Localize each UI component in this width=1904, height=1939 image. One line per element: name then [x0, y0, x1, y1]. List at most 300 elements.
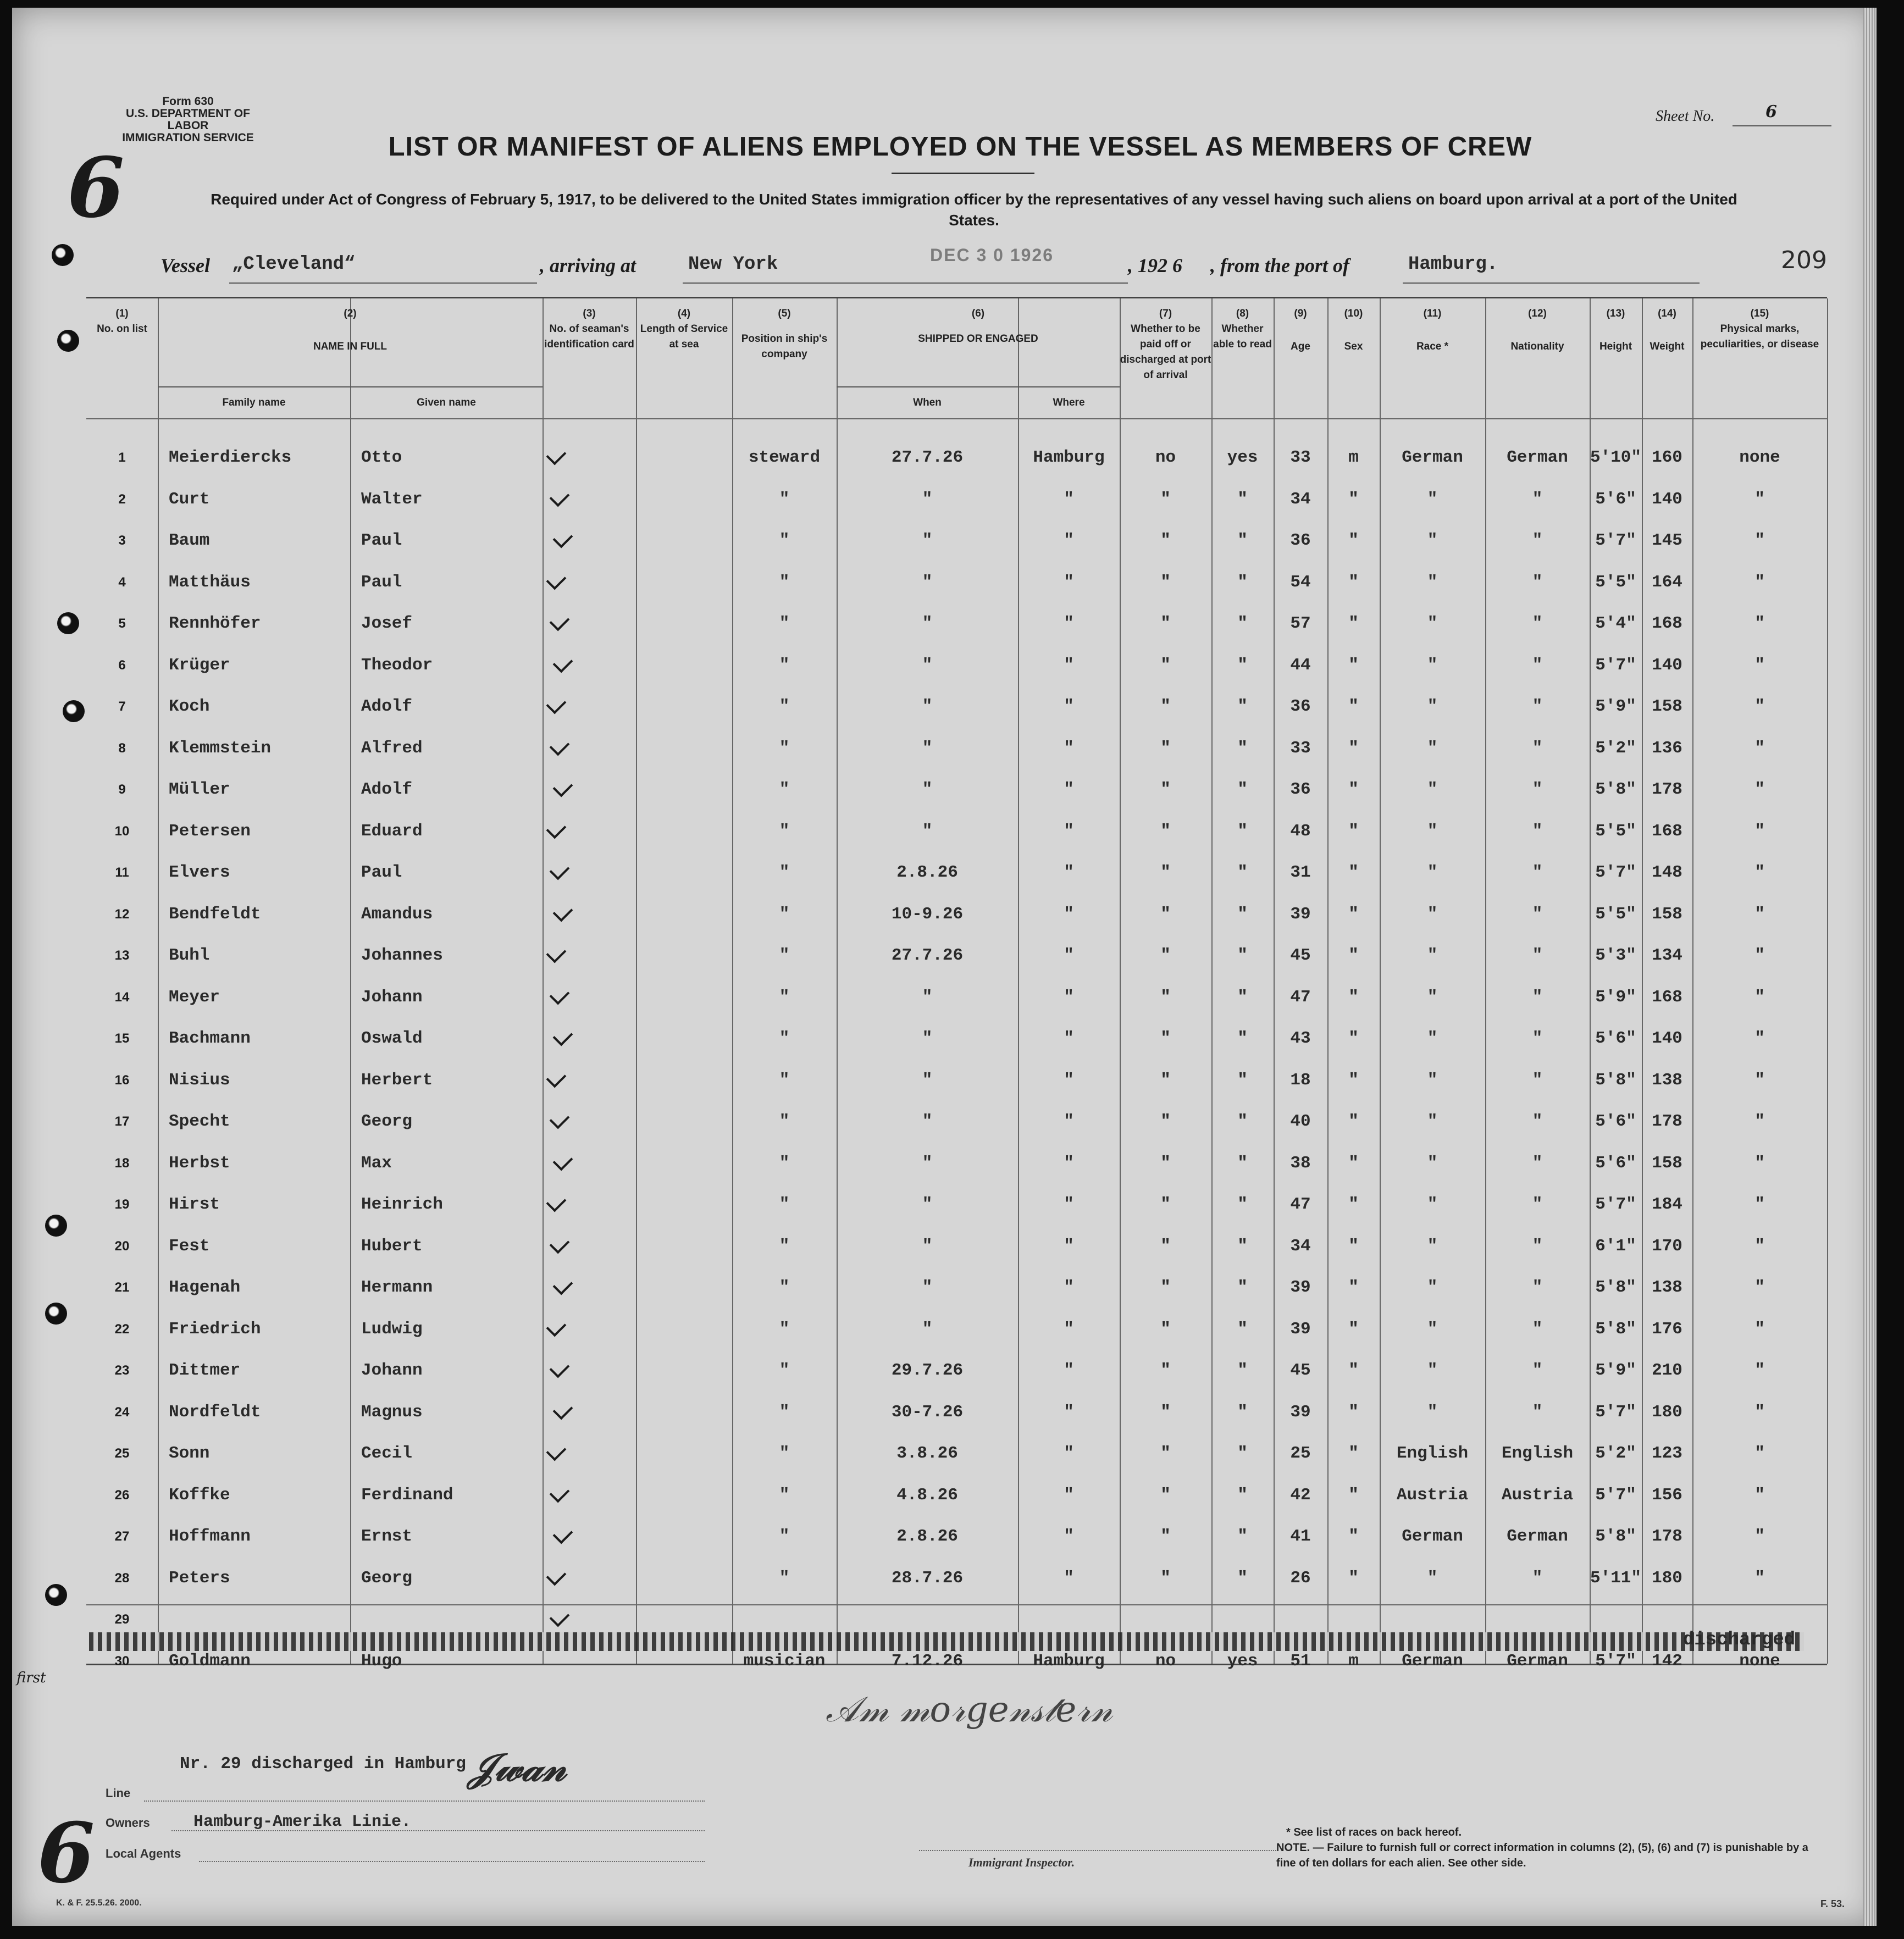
paid-off-cell: " — [1160, 1236, 1171, 1256]
handwritten-page-number-bottom: 6 — [37, 1805, 95, 1902]
handwritten-code: 209 — [1781, 246, 1827, 274]
row-number-cell: 7 — [118, 699, 126, 714]
shipped-where-cell: " — [1064, 1236, 1074, 1256]
physical-marks-cell: " — [1754, 1485, 1765, 1505]
table-row — [86, 1516, 1827, 1558]
sex-cell: " — [1348, 738, 1359, 758]
shipped-when-cell: " — [922, 1070, 933, 1090]
position-cell: " — [779, 1153, 790, 1173]
row-number-cell: 8 — [118, 740, 126, 756]
able-to-read-cell: " — [1237, 1236, 1248, 1256]
physical-marks-cell: " — [1754, 738, 1765, 758]
table-row — [86, 811, 1827, 852]
check-mark-icon — [550, 486, 570, 507]
height-cell: 5'10" — [1590, 448, 1641, 467]
height-cell: 5'7" — [1595, 1485, 1636, 1505]
shipped-when-cell: " — [922, 1153, 933, 1173]
shipped-when-cell: " — [922, 1112, 933, 1131]
family-name-cell: Nordfeldt — [169, 1402, 261, 1422]
nationality-cell: " — [1532, 1319, 1543, 1339]
able-to-read-cell: " — [1237, 780, 1248, 799]
physical-marks-cell: " — [1754, 987, 1765, 1007]
race-cell: " — [1427, 1236, 1438, 1256]
family-name-cell: Müller — [169, 780, 230, 799]
check-mark-icon — [546, 1067, 567, 1088]
weight-cell: 158 — [1652, 1153, 1682, 1173]
position-cell: " — [779, 1361, 790, 1380]
nationality-cell: German — [1507, 448, 1568, 467]
shipped-where-cell: " — [1064, 904, 1074, 924]
from-port-underline — [1403, 282, 1700, 284]
able-to-read-cell: " — [1237, 1402, 1248, 1422]
check-mark-icon — [553, 1026, 573, 1046]
physical-marks-cell: " — [1754, 655, 1765, 675]
family-name-cell: Petersen — [169, 821, 251, 841]
given-name-cell: Ferdinand — [361, 1485, 453, 1505]
row-number-cell: 25 — [114, 1446, 130, 1461]
col-header-name: (2) NAME IN FULL — [313, 308, 388, 352]
line-label: Line — [106, 1786, 131, 1800]
vessel-label: Vessel — [160, 254, 210, 276]
shipped-when-cell: " — [922, 1236, 933, 1256]
height-cell: 5'7" — [1595, 1651, 1636, 1671]
weight-cell: 180 — [1652, 1402, 1682, 1422]
position-cell: " — [779, 1402, 790, 1422]
nationality-cell: " — [1532, 531, 1543, 550]
able-to-read-cell: " — [1237, 1485, 1248, 1505]
family-name-cell: Bendfeldt — [169, 904, 261, 924]
race-cell: " — [1427, 1361, 1438, 1380]
position-cell: " — [779, 1444, 790, 1463]
row-number-cell: 10 — [114, 823, 130, 839]
shipped-where-cell: " — [1064, 655, 1074, 675]
manifest-sheet — [12, 8, 1877, 1926]
given-name-cell: Paul — [361, 863, 402, 882]
discharge-note: Nr. 29 discharged in Hamburg — [180, 1754, 466, 1774]
race-cell: " — [1427, 738, 1438, 758]
given-name-cell: Johann — [361, 987, 423, 1007]
paid-off-cell: " — [1160, 655, 1171, 675]
family-name-cell: Nisius — [169, 1070, 230, 1090]
height-cell: 5'5" — [1595, 572, 1636, 592]
sex-cell: " — [1348, 1568, 1359, 1588]
position-cell: " — [779, 614, 790, 633]
check-mark-icon — [546, 1316, 567, 1337]
weight-cell: 178 — [1652, 1112, 1682, 1131]
position-cell: " — [779, 987, 790, 1007]
physical-marks-cell: " — [1754, 1029, 1765, 1048]
physical-marks-cell: " — [1754, 904, 1765, 924]
height-cell: 5'5" — [1595, 904, 1636, 924]
weight-cell: 140 — [1652, 655, 1682, 675]
col-header-height: (13) Height — [1599, 308, 1632, 352]
weight-cell: 164 — [1652, 572, 1682, 592]
owners-label: Owners — [106, 1816, 150, 1830]
weight-cell: 138 — [1652, 1278, 1682, 1297]
nationality-cell: " — [1532, 1070, 1543, 1090]
physical-marks-cell: " — [1754, 614, 1765, 633]
family-name-cell: Meyer — [169, 987, 220, 1007]
paid-off-cell: " — [1160, 1153, 1171, 1173]
paid-off-cell: " — [1160, 572, 1171, 592]
table-row — [86, 977, 1827, 1018]
family-name-cell: Hagenah — [169, 1278, 241, 1297]
sex-cell: " — [1348, 655, 1359, 675]
penalty-note: NOTE. — Failure to furnish full or correct information in columns (2), (5), (6) and (7) is punishable by a fine of ten dollars for each alien. See other side. — [1276, 1842, 1808, 1869]
row-number-cell: 27 — [114, 1529, 130, 1544]
check-mark-icon — [550, 860, 570, 880]
table-row — [86, 1433, 1827, 1475]
col-header-id-card: (3) No. of seaman's identification card — [544, 308, 634, 350]
given-name-cell: Paul — [361, 572, 402, 592]
race-cell: " — [1427, 1112, 1438, 1131]
header-bottom-rule — [86, 418, 1827, 419]
table-row — [86, 1226, 1827, 1267]
sex-cell: " — [1348, 1485, 1359, 1505]
paid-off-cell: " — [1160, 1070, 1171, 1090]
height-cell: 5'6" — [1595, 1029, 1636, 1048]
nationality-cell: German — [1507, 1527, 1568, 1546]
table-row — [86, 894, 1827, 935]
table-row — [86, 1101, 1827, 1143]
paid-off-cell: " — [1160, 780, 1171, 799]
shipped-where-cell: " — [1064, 821, 1074, 841]
shipped-where-cell: " — [1064, 1112, 1074, 1131]
nationality-cell: " — [1532, 1361, 1543, 1380]
col-header-age: (9) Age — [1291, 308, 1310, 352]
height-cell: 5'9" — [1595, 697, 1636, 716]
row-number-cell: 29 — [114, 1612, 130, 1627]
sex-cell: " — [1348, 572, 1359, 592]
table-row — [86, 562, 1827, 603]
sex-cell: " — [1348, 1444, 1359, 1463]
shipped-where-cell: Hamburg — [1033, 448, 1105, 467]
row-number-cell: 17 — [114, 1114, 130, 1129]
shipped-where-cell: " — [1064, 1195, 1074, 1214]
race-cell: " — [1427, 987, 1438, 1007]
height-cell: 5'8" — [1595, 1527, 1636, 1546]
family-name-cell: Friedrich — [169, 1319, 261, 1339]
col-divider — [1827, 298, 1828, 1664]
name-subheader-rule — [158, 386, 543, 387]
table-row — [86, 1267, 1827, 1309]
paid-off-cell: " — [1160, 987, 1171, 1007]
physical-marks-cell: " — [1754, 1568, 1765, 1588]
table-row — [86, 935, 1827, 977]
check-mark-icon — [553, 528, 573, 549]
family-name-cell: Rennhöfer — [169, 614, 261, 633]
row-number-cell: 18 — [114, 1155, 130, 1171]
shipped-where-cell: " — [1064, 1568, 1074, 1588]
nationality-cell: " — [1532, 821, 1543, 841]
check-mark-icon — [546, 943, 567, 963]
table-row — [86, 1350, 1827, 1392]
col-header-family-name: Family name — [222, 397, 286, 408]
sex-cell: " — [1348, 531, 1359, 550]
weight-cell: 145 — [1652, 531, 1682, 550]
table-row — [86, 852, 1827, 894]
able-to-read-cell: " — [1237, 572, 1248, 592]
age-cell: 48 — [1290, 821, 1311, 841]
check-mark-icon — [546, 1441, 567, 1461]
shipped-where-cell: " — [1064, 987, 1074, 1007]
height-cell: 5'2" — [1595, 738, 1636, 758]
able-to-read-cell: " — [1237, 1112, 1248, 1131]
form-identifier — [106, 96, 270, 144]
family-name-cell: Peters — [169, 1568, 230, 1588]
row-number-cell: 19 — [114, 1197, 130, 1212]
weight-cell: 168 — [1652, 821, 1682, 841]
col-header-where: Where — [1053, 397, 1085, 408]
height-cell: 5'11" — [1590, 1568, 1641, 1588]
punch-hole — [52, 244, 74, 266]
shipped-when-cell: " — [922, 821, 933, 841]
nationality-cell: " — [1532, 655, 1543, 675]
punch-hole — [57, 330, 79, 352]
row-number-cell: 2 — [118, 491, 126, 507]
shipped-when-cell: " — [922, 1319, 933, 1339]
position-cell: " — [779, 1527, 790, 1546]
physical-marks-cell: " — [1754, 780, 1765, 799]
position-cell: " — [779, 780, 790, 799]
owners-field — [171, 1830, 705, 1831]
age-cell: 36 — [1290, 780, 1311, 799]
family-name-cell: Curt — [169, 489, 210, 509]
physical-marks-cell: " — [1754, 1527, 1765, 1546]
race-cell: German — [1402, 448, 1463, 467]
given-name-cell: Otto — [361, 448, 402, 467]
paid-off-cell: " — [1160, 1361, 1171, 1380]
height-cell: 5'8" — [1595, 1319, 1636, 1339]
weight-cell: 158 — [1652, 697, 1682, 716]
shipped-when-cell: 30-7.26 — [891, 1402, 964, 1422]
shipped-when-cell: 7.12.26 — [891, 1651, 964, 1671]
height-cell: 5'7" — [1595, 1402, 1636, 1422]
table-row — [86, 1060, 1827, 1101]
shipped-when-cell: 2.8.26 — [896, 863, 958, 882]
nationality-cell: " — [1532, 614, 1543, 633]
given-name-cell: Johannes — [361, 946, 443, 965]
race-cell: " — [1427, 1029, 1438, 1048]
sex-cell: " — [1348, 1319, 1359, 1339]
races-note: * See list of races on back hereof. — [1286, 1826, 1462, 1838]
row-29-discharged-note: discharged — [1683, 1630, 1796, 1650]
shipped-where-cell: " — [1064, 780, 1074, 799]
age-cell: 39 — [1290, 1278, 1311, 1297]
weight-cell: 168 — [1652, 614, 1682, 633]
physical-marks-cell: " — [1754, 697, 1765, 716]
form-code: F. 53. — [1820, 1898, 1845, 1909]
able-to-read-cell: " — [1237, 946, 1248, 965]
position-cell: " — [779, 531, 790, 550]
row-number-cell: 9 — [118, 782, 126, 797]
table-row — [86, 437, 1827, 479]
height-cell: 5'3" — [1595, 946, 1636, 965]
port-underline — [683, 282, 1128, 284]
race-cell: " — [1427, 946, 1438, 965]
physical-marks-cell: " — [1754, 1278, 1765, 1297]
able-to-read-cell: " — [1237, 1319, 1248, 1339]
race-cell: " — [1427, 863, 1438, 882]
age-cell: 26 — [1290, 1568, 1311, 1588]
check-mark-icon — [553, 777, 573, 797]
shipped-where-cell: " — [1064, 1402, 1074, 1422]
weight-cell: 160 — [1652, 448, 1682, 467]
position-cell: " — [779, 489, 790, 509]
able-to-read-cell: " — [1237, 614, 1248, 633]
weight-cell: 148 — [1652, 863, 1682, 882]
age-cell: 33 — [1290, 738, 1311, 758]
check-mark-icon — [553, 652, 573, 673]
row-number-cell: 4 — [118, 574, 126, 590]
position-cell: " — [779, 1278, 790, 1297]
able-to-read-cell: " — [1237, 1195, 1248, 1214]
shipped-where-cell: " — [1064, 863, 1074, 882]
col-header-service: (4) Length of Service at sea — [640, 308, 728, 350]
check-mark-icon — [550, 1607, 570, 1627]
nationality-cell: " — [1532, 1029, 1543, 1048]
able-to-read-cell: " — [1237, 1029, 1248, 1048]
check-mark-icon — [550, 735, 570, 756]
shipped-where-cell: " — [1064, 1070, 1074, 1090]
paid-off-cell: " — [1160, 1112, 1171, 1131]
given-name-cell: Theodor — [361, 655, 433, 675]
nationality-cell: " — [1532, 863, 1543, 882]
paid-off-cell: " — [1160, 1444, 1171, 1463]
table-row — [86, 686, 1827, 728]
weight-cell: 178 — [1652, 780, 1682, 799]
paid-off-cell: " — [1160, 614, 1171, 633]
sex-cell: " — [1348, 904, 1359, 924]
sex-cell: " — [1348, 1153, 1359, 1173]
position-cell: " — [779, 946, 790, 965]
sex-cell: " — [1348, 1070, 1359, 1090]
paid-off-cell: no — [1155, 1651, 1176, 1671]
able-to-read-cell: " — [1237, 738, 1248, 758]
weight-cell: 142 — [1652, 1651, 1682, 1671]
race-cell: " — [1427, 1070, 1438, 1090]
department-name: U.S. DEPARTMENT OF LABOR — [126, 107, 250, 132]
page-edge-stack — [1863, 8, 1877, 1926]
sex-cell: m — [1348, 448, 1359, 467]
age-cell: 25 — [1290, 1444, 1311, 1463]
shipped-when-cell: 10-9.26 — [891, 904, 964, 924]
shipped-where-cell: " — [1064, 1444, 1074, 1463]
shipped-where-cell: " — [1064, 738, 1074, 758]
weight-cell: 140 — [1652, 489, 1682, 509]
given-name-cell: Johann — [361, 1361, 423, 1380]
print-code: K. & F. 25.5.26. 2000. — [56, 1898, 142, 1908]
able-to-read-cell: " — [1237, 1070, 1248, 1090]
row-number-cell: 5 — [118, 616, 126, 631]
punch-hole — [45, 1215, 67, 1237]
paid-off-cell: " — [1160, 1278, 1171, 1297]
row-number-cell: 21 — [114, 1280, 130, 1295]
punch-hole — [57, 612, 79, 634]
given-name-cell: Amandus — [361, 904, 433, 924]
physical-marks-cell: none — [1739, 1651, 1780, 1671]
table-row — [86, 1018, 1827, 1060]
from-port-label: , from the port of — [1210, 254, 1350, 276]
table-row — [86, 479, 1827, 520]
family-name-cell: Goldmann — [169, 1651, 251, 1671]
row-number-cell: 6 — [118, 657, 126, 673]
age-cell: 47 — [1290, 987, 1311, 1007]
age-cell: 39 — [1290, 1402, 1311, 1422]
shipped-where-cell: " — [1064, 946, 1074, 965]
shipped-where-cell: " — [1064, 489, 1074, 509]
weight-cell: 210 — [1652, 1361, 1682, 1380]
given-name-cell: Hubert — [361, 1236, 423, 1256]
check-mark-icon — [550, 611, 570, 631]
height-cell: 5'8" — [1595, 1278, 1636, 1297]
age-cell: 34 — [1290, 1236, 1311, 1256]
weight-cell: 168 — [1652, 987, 1682, 1007]
paid-off-cell: " — [1160, 489, 1171, 509]
row-number-cell: 11 — [115, 865, 129, 880]
able-to-read-cell: " — [1237, 1153, 1248, 1173]
position-cell: " — [779, 1112, 790, 1131]
physical-marks-cell: " — [1754, 1444, 1765, 1463]
row-number-cell: 20 — [114, 1238, 130, 1254]
given-name-cell: Ludwig — [361, 1319, 423, 1339]
family-name-cell: Herbst — [169, 1153, 230, 1173]
height-cell: 6'1" — [1595, 1236, 1636, 1256]
row-29-strikeout — [89, 1632, 1804, 1651]
shipped-when-cell: 27.7.26 — [891, 448, 964, 467]
nationality-cell: " — [1532, 1195, 1543, 1214]
weight-cell: 140 — [1652, 1029, 1682, 1048]
sex-cell: " — [1348, 821, 1359, 841]
form-number: Form 630 — [162, 95, 214, 108]
race-cell: German — [1402, 1651, 1463, 1671]
given-name-cell: Paul — [361, 531, 402, 550]
immigrant-inspector-label: Immigrant Inspector. — [968, 1855, 1075, 1869]
row-number-cell: 12 — [114, 906, 130, 922]
check-mark-icon — [553, 1524, 573, 1544]
shipped-where-cell: " — [1064, 1153, 1074, 1173]
shipped-where-cell: Hamburg — [1033, 1651, 1105, 1671]
arrival-port: New York — [688, 254, 778, 275]
given-name-cell: Max — [361, 1153, 392, 1173]
service-name: IMMIGRATION SERVICE — [122, 131, 254, 144]
age-cell: 41 — [1290, 1527, 1311, 1546]
table-row — [86, 1184, 1827, 1226]
family-name-cell: Specht — [169, 1112, 230, 1131]
shipped-subheader-rule — [837, 386, 1120, 387]
shipped-where-cell: " — [1064, 614, 1074, 633]
paid-off-cell: " — [1160, 1319, 1171, 1339]
check-mark-icon — [550, 1358, 570, 1378]
paid-off-cell: " — [1160, 821, 1171, 841]
physical-marks-cell: " — [1754, 821, 1765, 841]
vessel-underline — [229, 282, 537, 284]
given-name-cell: Hugo — [361, 1651, 402, 1671]
position-cell: " — [779, 655, 790, 675]
height-cell: 5'8" — [1595, 780, 1636, 799]
able-to-read-cell: " — [1237, 1278, 1248, 1297]
nationality-cell: " — [1532, 1112, 1543, 1131]
age-cell: 51 — [1290, 1651, 1311, 1671]
nationality-cell: " — [1532, 1568, 1543, 1588]
family-name-cell: Bachmann — [169, 1029, 251, 1048]
table-row — [86, 1309, 1827, 1350]
table-row — [86, 520, 1827, 562]
shipped-when-cell: 4.8.26 — [896, 1485, 958, 1505]
shipped-where-cell: " — [1064, 1278, 1074, 1297]
sex-cell: " — [1348, 1029, 1359, 1048]
able-to-read-cell: " — [1237, 1361, 1248, 1380]
